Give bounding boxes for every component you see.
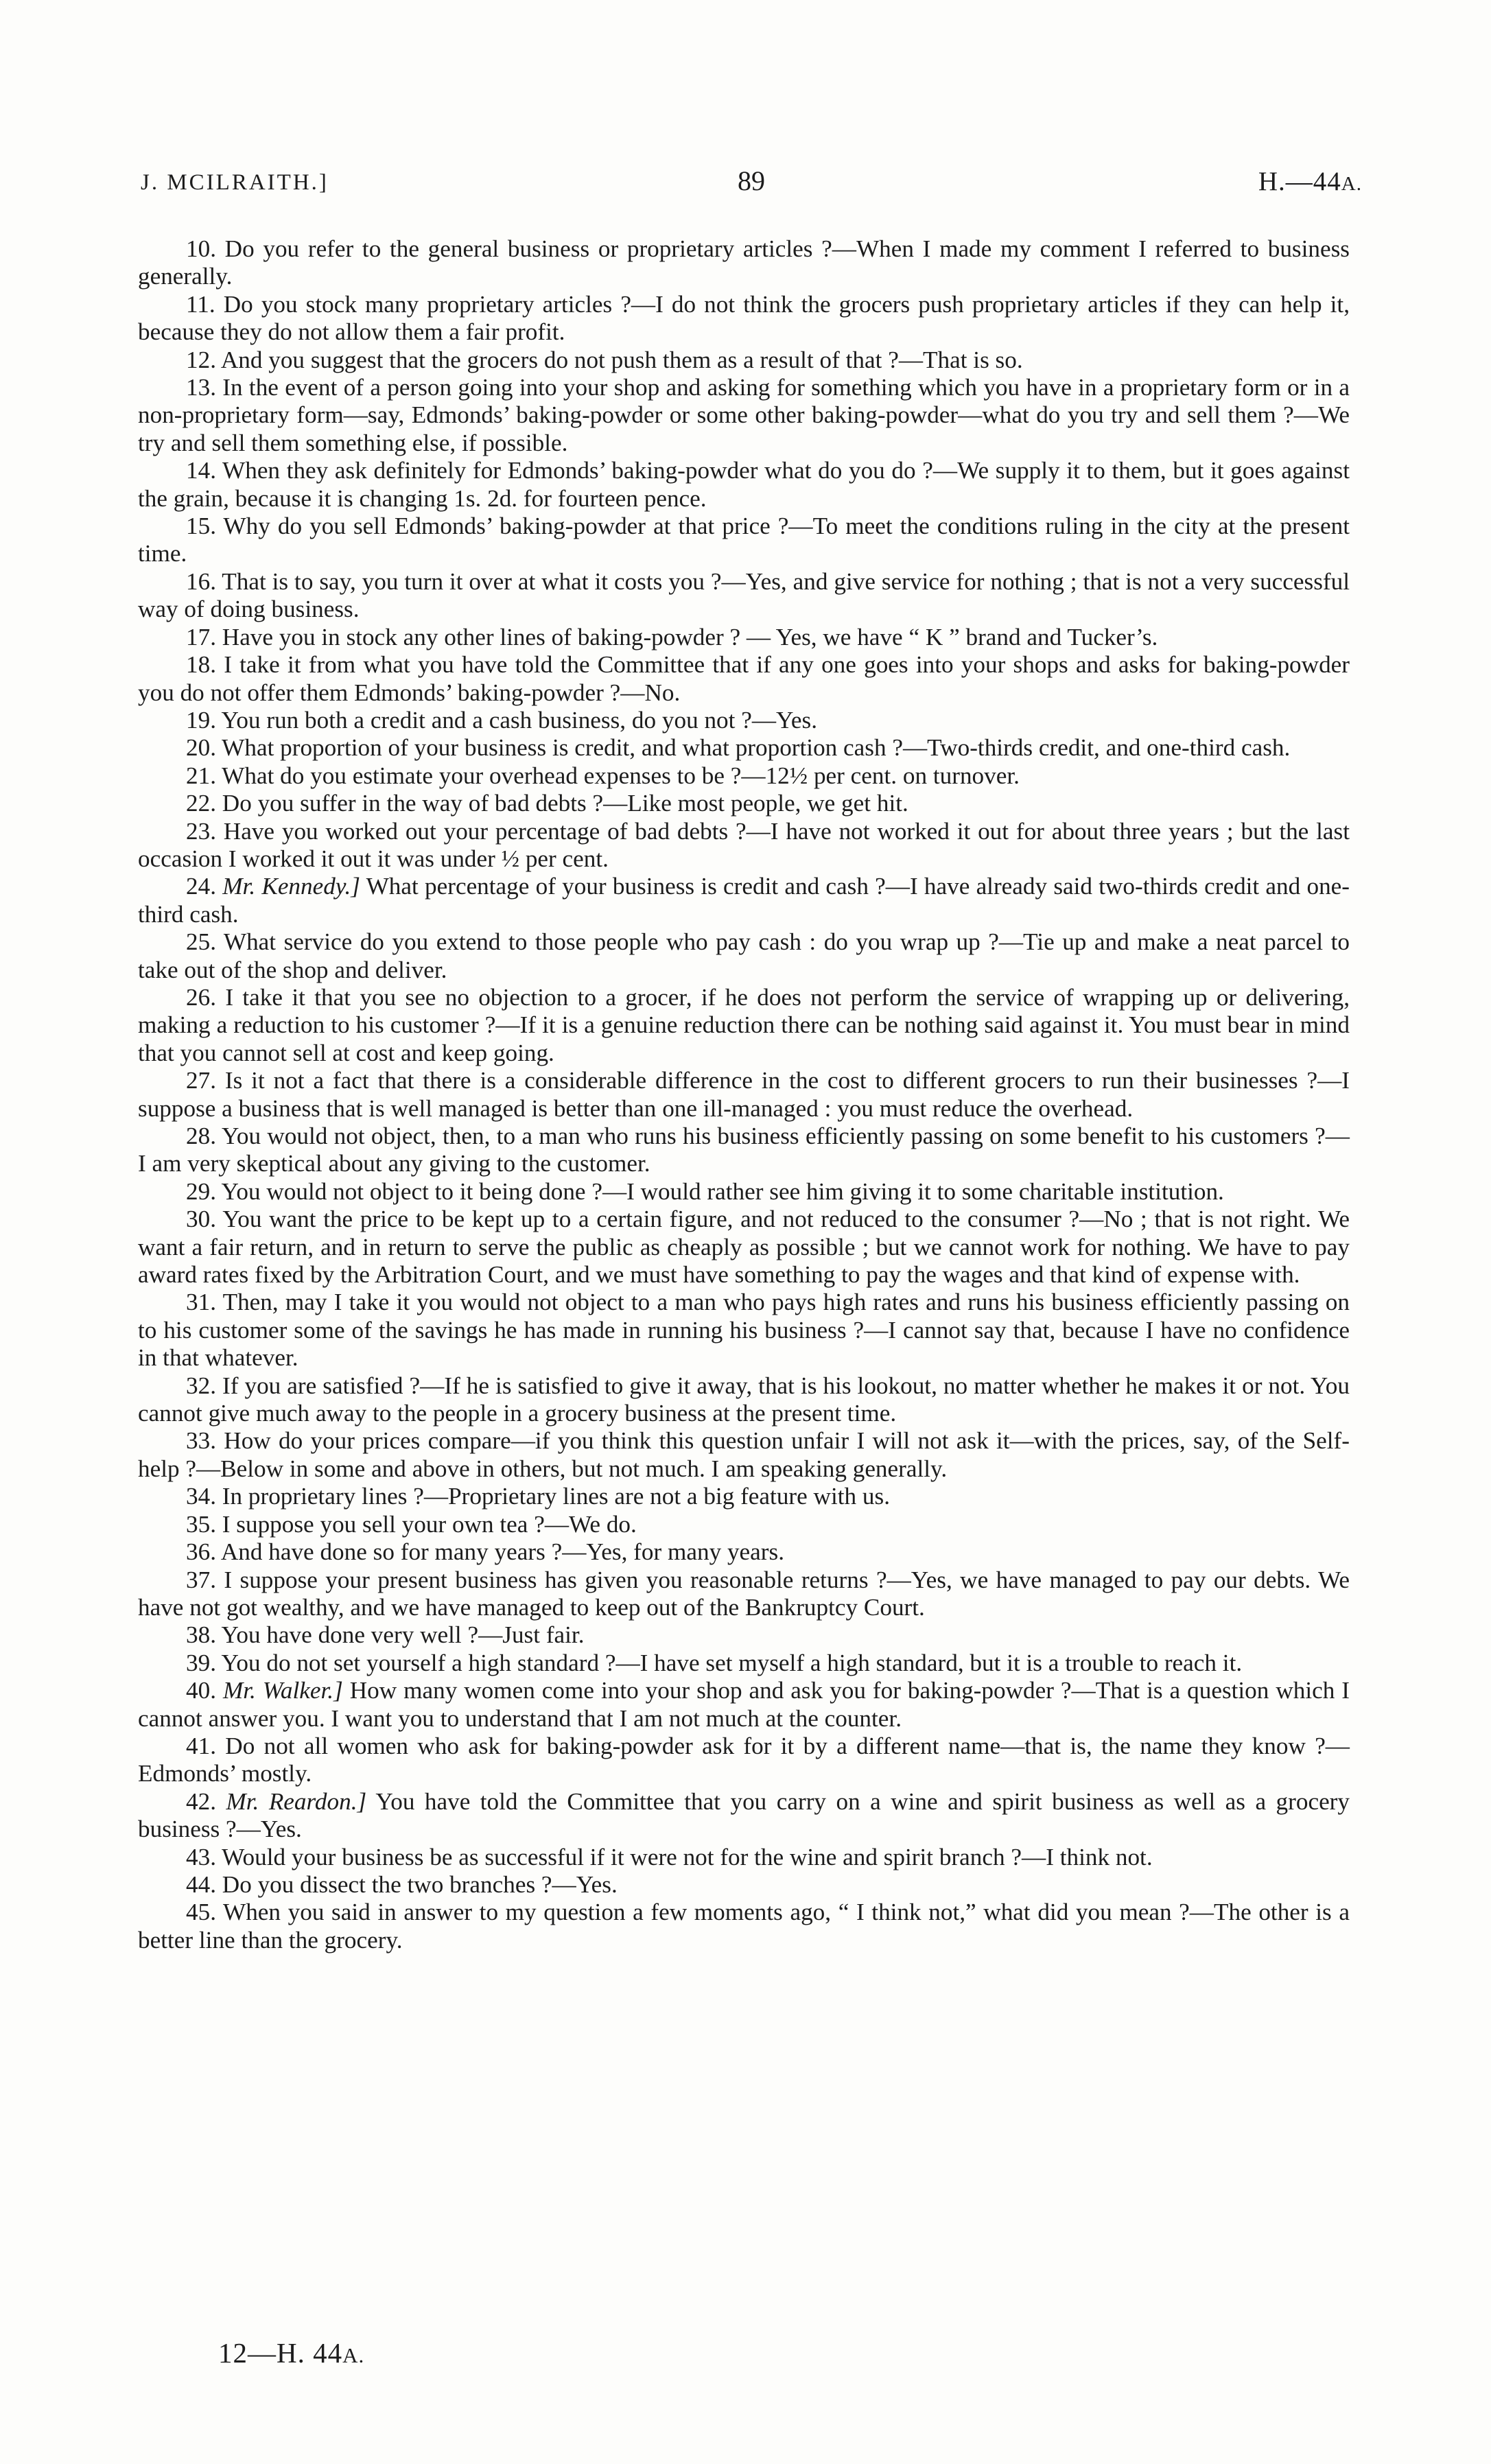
paragraph-text: You have told the Committee that you carry on a wine and spirit business as well as a grocery business ?—Yes. [138,1787,1350,1843]
testimony-paragraph: 41. Do not all women who ask for baking-powder ask for it by a different name—that is, the name they know ?—Edmonds’ mostly. [138,1732,1350,1787]
speaker-name: Mr. Walker.] [222,1677,343,1704]
testimony-paragraph: 28. You would not object, then, to a man who runs his business efficiently passing on some benefit to his customers ?—I am very skeptical about any giving to the customer. [138,1123,1350,1177]
testimony-paragraph: 22. Do you suffer in the way of bad debts ?—Like most people, we get hit. [186,790,908,817]
testimony-paragraph: 20. What proportion of your business is credit, and what proportion cash ?—Two-thirds credit, and one-third cash. [186,734,1291,762]
testimony-paragraph: 19. You run both a credit and a cash business, do you not ?—Yes. [186,706,818,734]
testimony-paragraph: 43. Would your business be as successful if it were not for the wine and spirit branch ?—I think not. [186,1843,1153,1870]
testimony-paragraph: 44. Do you dissect the two branches ?—Yes. [186,1870,618,1898]
testimony-paragraph: 39. You do not set yourself a high standard ?—I have set myself a high standard, but it is a trouble to reach it. [186,1649,1243,1676]
testimony-paragraph: 17. Have you in stock any other lines of baking-powder ? — Yes, we have “ K ” brand and Tucker’s. [186,623,1158,650]
testimony-paragraph: 21. What do you estimate your overhead expenses to be ?—12½ per cent. on turnover. [186,762,1020,789]
testimony-paragraph: 23. Have you worked out your percentage of bad debts ?—I have not worked it out for about three years ; but the last occasion I worked it out it was under ½ per cent. [138,817,1350,872]
testimony-paragraph: 36. And have done so for many years ?—Yes, for many years. [186,1538,785,1566]
document-reference-suffix: A. [1341,173,1362,195]
testimony-paragraph: 34. In proprietary lines ?—Proprietary lines are not a big feature with us. [186,1483,890,1510]
speaker-name: Mr. Reardon.] [226,1787,367,1815]
testimony-paragraph [138,1788,1350,1844]
question-number: 42. [186,1787,216,1815]
testimony-paragraph: 38. You have done very well ?—Just fair. [186,1621,585,1649]
testimony-paragraph: 15. Why do you sell Edmonds’ baking-powder at that price ?—To meet the conditions ruling in the city at the present time. [138,513,1350,567]
testimony-paragraph: 45. When you said in answer to my question a few moments ago, “ I think not,” what did you mean ?—The other is a better line than the grocery. [138,1899,1350,1953]
printer-signature [218,2336,364,2369]
testimony-paragraph: 33. How do your prices compare—if you think this question unfair I will not ask it—with the prices, say, of the Self-help ?—Below in some and above in others, but not much. I am speaking generally. [138,1427,1350,1482]
testimony-paragraph: 35. I suppose you sell your own tea ?—We do. [186,1510,637,1538]
page-number: 89 [738,165,765,196]
testimony-paragraph: 32. If you are satisfied ?—If he is satisfied to give it away, that is his lookout, no matter whether he makes it or not. You cannot give much away to the people in a grocery business at the present time. [138,1372,1350,1427]
page-header [141,165,1362,206]
testimony-paragraph: 31. Then, may I take it you would not object to a man who pays high rates and runs his business efficiently passing on to his customer some of the savings he has made in running his business ?—I cannot say that, because I have no confidence in that whatever. [138,1289,1350,1372]
testimony-body [138,235,1350,1954]
testimony-paragraph: 11. Do you stock many proprietary articles ?—I do not think the grocers push proprietary articles if they can help it, because they do not allow them a fair profit. [138,290,1350,346]
testimony-paragraph: 12. And you suggest that the grocers do not push them as a result of that ?—That is so. [186,346,1023,373]
testimony-paragraph: 10. Do you refer to the general business or proprietary articles ?—When I made my comment I referred to business generally. [138,235,1350,290]
signature-main: 12—H. 44 [218,2337,343,2369]
testimony-paragraph: 26. I take it that you see no objection to a grocer, if he does not perform the service of wrapping up or delivering, making a reduction to his customer ?—If it is a genuine reduction there can be nothing said against it. You must bear in mind that you cannot sell at cost and keep going. [138,983,1350,1066]
testimony-paragraph: 29. You would not object to it being done ?—I would rather see him giving it to some charitable institution. [186,1177,1224,1205]
testimony-paragraph: 30. You want the price to be kept up to a certain figure, and not reduced to the consumer ?—No ; that is not right. We want a fair return, and in return to serve the public as cheaply as possible ; but we cannot work for nothing. We have to pay award rates fixed by the Arbitration Court, and we must have something to pay the wages and that kind of expense with. [138,1206,1350,1289]
speaker-name: Mr. Kennedy.] [222,873,360,900]
testimony-paragraph: 25. What service do you extend to those people who pay cash : do you wrap up ?—Tie up and make a neat parcel to take out of the shop and deliver. [138,928,1350,983]
testimony-paragraph: 13. In the event of a person going into your shop and asking for something which you have in a proprietary form or in a non-proprietary form—say, Edmonds’ baking-powder or some other baking-powder—what do you try and sell them ?—We try and sell them something else, if possible. [138,374,1350,456]
document-reference-main: H.—44 [1258,167,1341,196]
testimony-paragraph: 16. That is to say, you turn it over at what it costs you ?—Yes, and give service for nothing ; that is not a very successful way of doing business. [138,567,1350,623]
testimony-paragraph: 27. Is it not a fact that there is a considerable difference in the cost to different grocers to run their businesses ?—I suppose a business that is well managed is better than one ill-managed : you must reduce the overhead. [138,1067,1350,1122]
testimony-paragraph: 14. When they ask definitely for Edmonds’ baking-powder what do you do ?—We supply it to them, but it goes against the grain, because it is changing 1s. 2d. for fourteen pence. [138,457,1350,512]
paragraph-text: How many women come into your shop and ask you for baking-powder ?—That is a question which I cannot answer you. I want you to understand that I am not much at the counter. [138,1677,1350,1732]
document-reference [1258,166,1362,197]
question-number: 24. [186,873,216,900]
question-number: 40. [186,1677,216,1704]
testimony-paragraph [138,873,1350,928]
paragraph-text: What percentage of your business is credit and cash ?—I have already said two-thirds credit and one-third cash. [138,873,1350,928]
witness-name: J. MCILRAITH.] [141,170,329,195]
testimony-paragraph: 18. I take it from what you have told the Committee that if any one goes into your shops and asks for baking-powder you do not offer them Edmonds’ baking-powder ?—No. [138,651,1350,706]
testimony-paragraph: 37. I suppose your present business has given you reasonable returns ?—Yes, we have managed to pay our debts. We have not got wealthy, and we have managed to keep out of the Bankruptcy Court. [138,1566,1350,1621]
testimony-paragraph [138,1677,1350,1733]
signature-suffix: A. [342,2343,365,2367]
